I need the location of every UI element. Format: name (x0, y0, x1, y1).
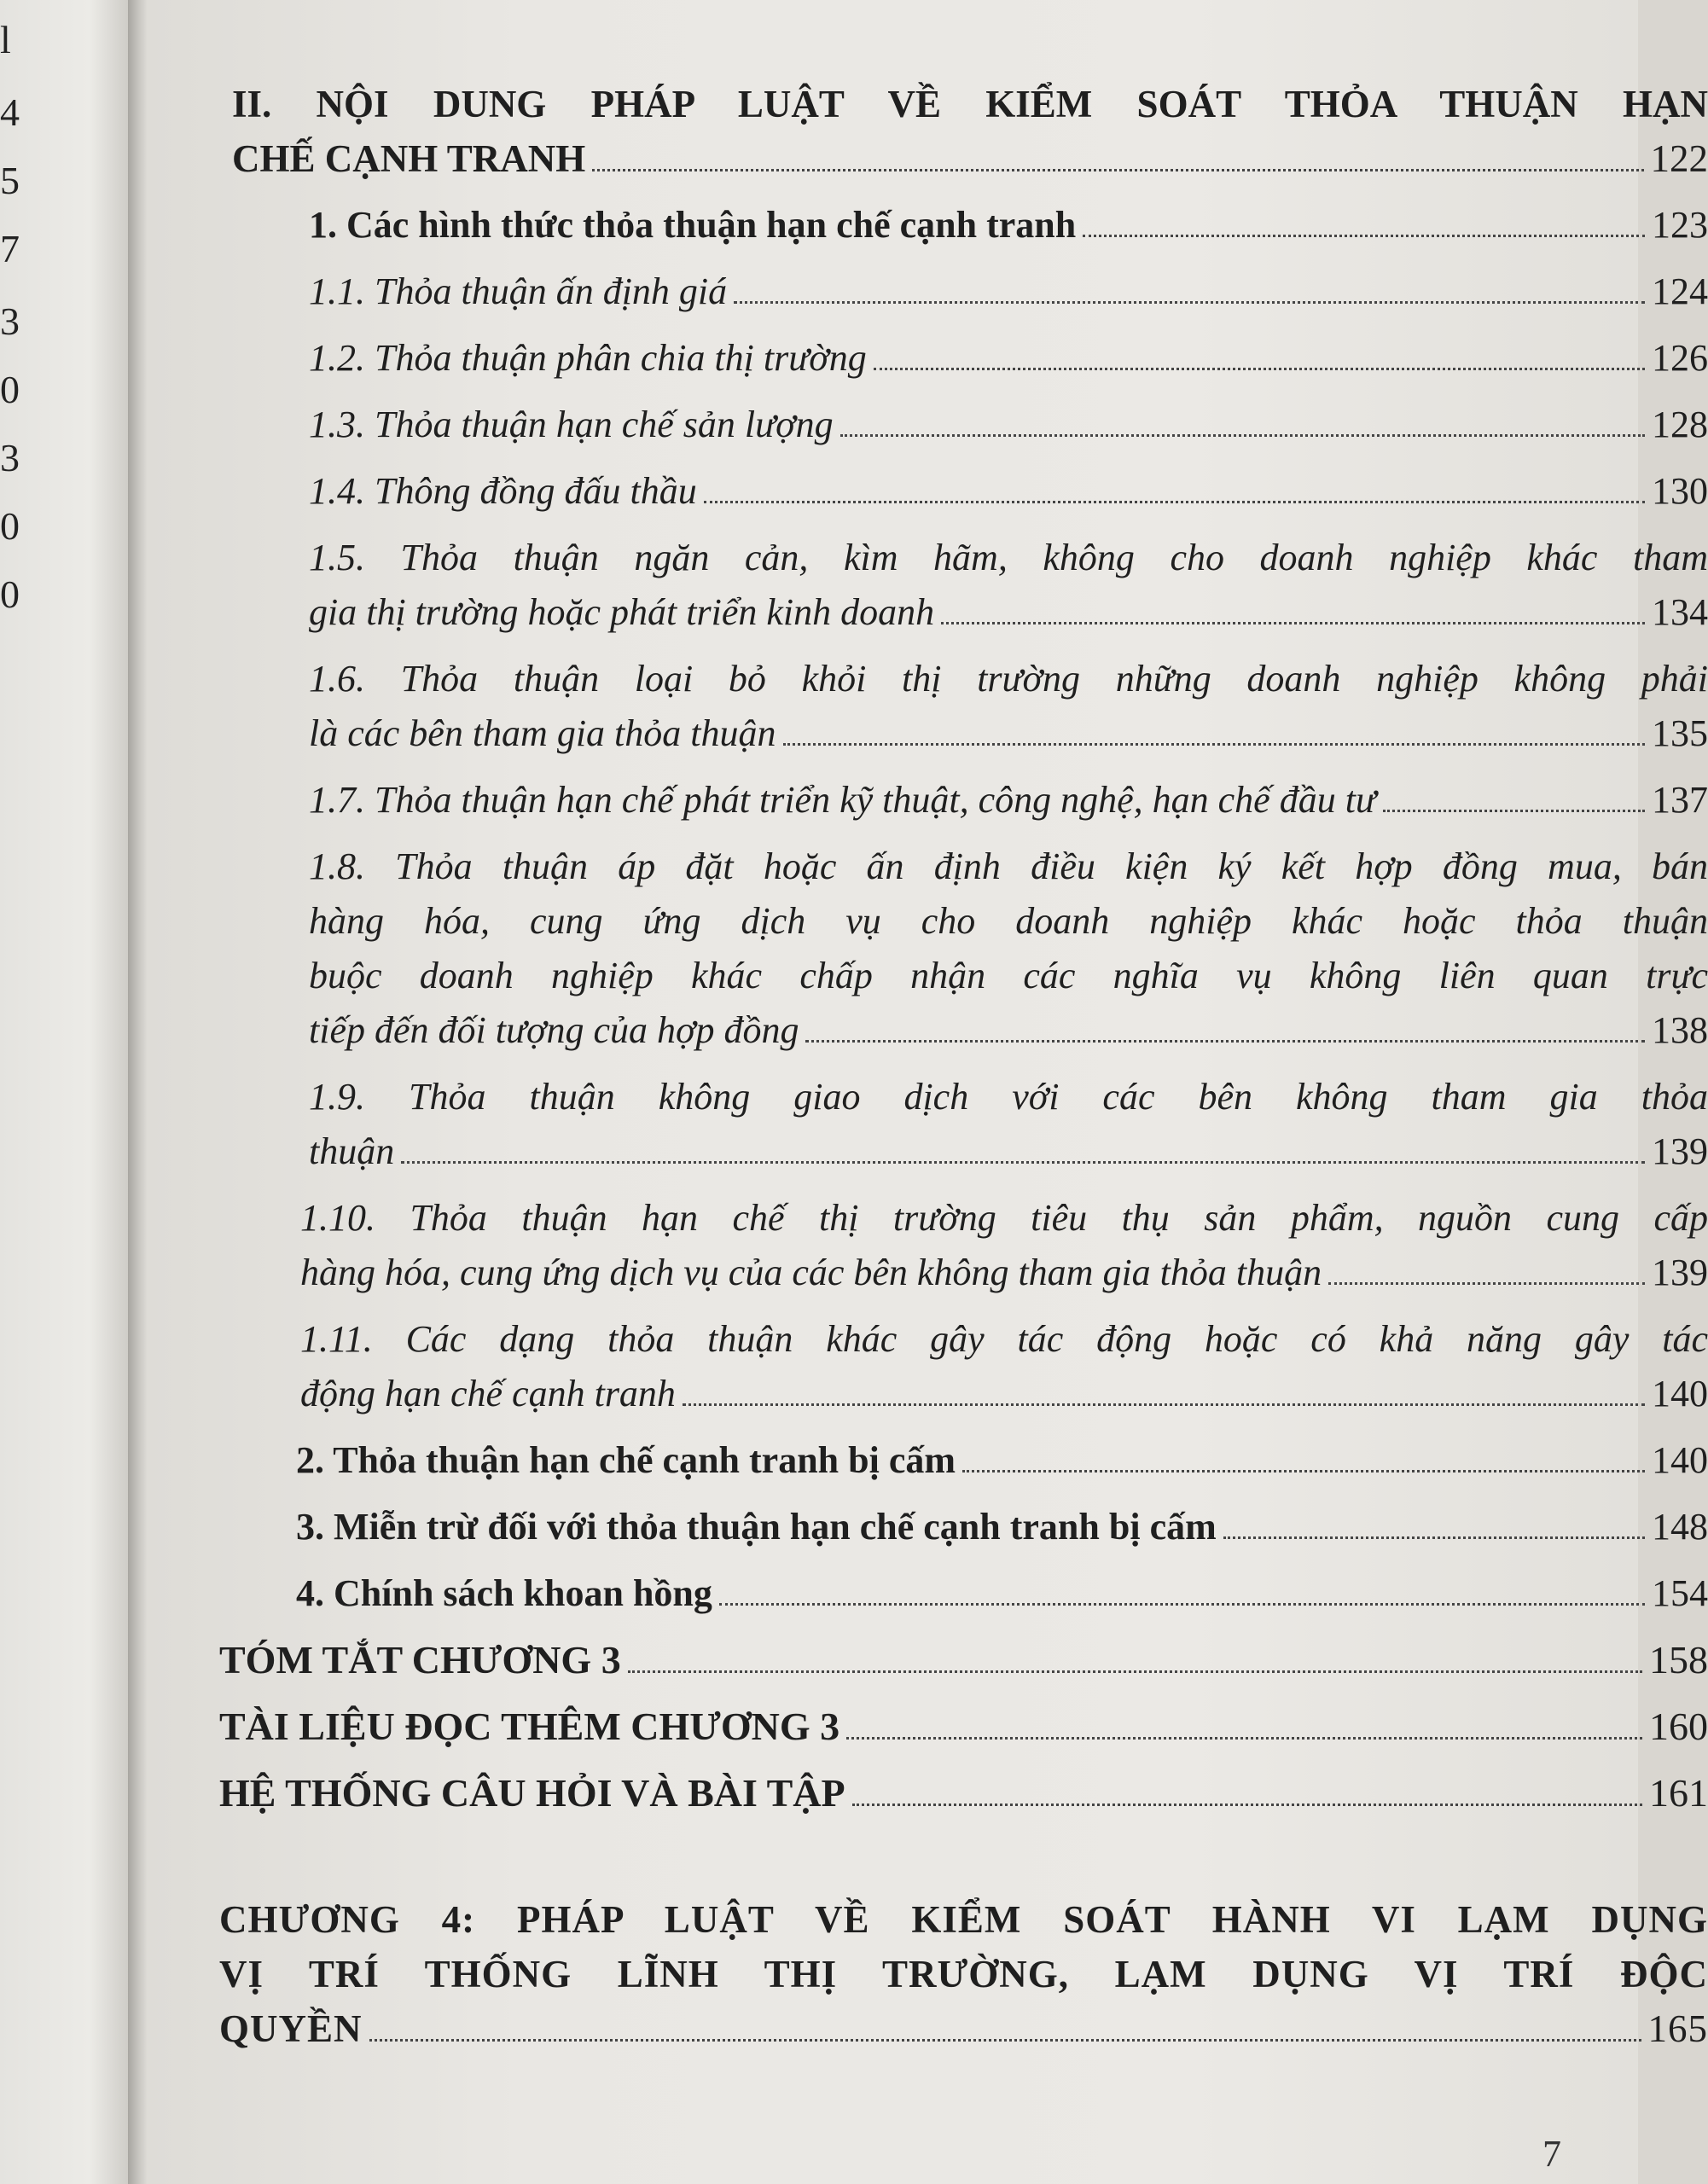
toc-entry-summary[interactable] (219, 1633, 1708, 1687)
toc-entry-title: hàng hóa, cung ứng dịch vụ cho doanh nghiệp khác hoặc thỏa thuận (309, 900, 1708, 942)
toc-entry-title: VỊ TRÍ THỐNG LĨNH THỊ TRƯỜNG, LẠM DỤNG VỊ TRÍ ĐỘC (219, 1953, 1708, 1995)
left-page-char: 4 (0, 90, 20, 134)
toc-page-number: 134 (1652, 591, 1708, 633)
toc-entry-title: 1.3. Thỏa thuận hạn chế sản lượng (309, 404, 834, 445)
toc-entry-title: gia thị trường hoặc phát triển kinh doanh (309, 591, 935, 633)
toc-entry-1-10[interactable] (300, 1191, 1708, 1300)
toc-entry-3[interactable] (296, 1500, 1708, 1554)
dot-leader (846, 1737, 1642, 1740)
toc-entry-1-4[interactable] (309, 464, 1708, 519)
left-page-char: 3 (0, 436, 20, 479)
toc-entry-1-5[interactable] (309, 531, 1708, 640)
dot-leader (401, 1161, 1645, 1164)
toc-page-number: 161 (1649, 1771, 1708, 1815)
dot-leader (962, 1470, 1645, 1472)
toc-page-number: 165 (1647, 2007, 1708, 2050)
toc-page-number: 148 (1652, 1506, 1708, 1548)
left-page-char: 0 (0, 572, 20, 616)
dot-leader (1223, 1536, 1645, 1539)
dot-leader (369, 2039, 1641, 2042)
toc-page-number: 128 (1652, 404, 1708, 445)
toc-entry-title: 1. Các hình thức thỏa thuận hạn chế cạnh tranh (309, 204, 1077, 246)
left-page-char: l (0, 18, 11, 61)
toc-page-number: 122 (1650, 137, 1708, 180)
toc-entry-1-6[interactable] (309, 652, 1708, 761)
toc-entry-title: QUYỀN (219, 2007, 363, 2050)
dot-leader (683, 1403, 1645, 1406)
toc-page-number: 124 (1652, 270, 1708, 312)
toc-entry-title: 4. Chính sách khoan hồng (296, 1572, 712, 1614)
toc-entry-title: là các bên tham gia thỏa thuận (309, 712, 776, 754)
toc-entry-title: 2. Thỏa thuận hạn chế cạnh tranh bị cấm (296, 1439, 956, 1481)
toc-page-number: 158 (1649, 1638, 1708, 1682)
toc-entry-title: 1.6. Thỏa thuận loại bỏ khỏi thị trường những doanh nghiệp không phải (309, 658, 1708, 700)
dot-leader (734, 301, 1645, 304)
dot-leader (852, 1804, 1642, 1806)
toc-page-number: 139 (1652, 1130, 1708, 1172)
dot-leader (704, 501, 1645, 503)
toc-entry-1-9[interactable] (309, 1070, 1708, 1179)
toc-entry-title: 1.10. Thỏa thuận hạn chế thị trường tiêu thụ sản phẩm, nguồn cung cấp (300, 1197, 1708, 1239)
toc-entry-title: CHẾ CẠNH TRANH (232, 137, 586, 180)
toc-page (147, 0, 1708, 2184)
toc-page-number: 139 (1652, 1252, 1708, 1293)
toc-entry-title: 1.9. Thỏa thuận không giao dịch với các bên không tham gia thỏa (309, 1076, 1708, 1118)
toc-entry-1-1[interactable] (309, 264, 1708, 319)
toc-entry-2[interactable] (296, 1433, 1708, 1488)
toc-entry-title: hàng hóa, cung ứng dịch vụ của các bên không tham gia thỏa thuận (300, 1252, 1322, 1293)
toc-entry-title: HỆ THỐNG CÂU HỎI VÀ BÀI TẬP (219, 1771, 845, 1815)
toc-entry-questions[interactable] (219, 1766, 1708, 1821)
dot-leader (1083, 235, 1645, 237)
book-gutter (128, 0, 147, 2184)
dot-leader (941, 622, 1645, 624)
left-page-char: 0 (0, 504, 20, 548)
toc-entry-title: II. NỘI DUNG PHÁP LUẬT VỀ KIỂM SOÁT THỎA THUẬN HẠN (232, 83, 1708, 125)
table-of-contents (147, 77, 1708, 2068)
toc-entry-4[interactable] (296, 1566, 1708, 1621)
page-number: 7 (1542, 2133, 1561, 2175)
left-page-char: 0 (0, 368, 20, 411)
toc-entry-title: thuận (309, 1130, 395, 1172)
toc-entry-1[interactable] (309, 198, 1708, 253)
toc-page-number: 140 (1652, 1439, 1708, 1481)
toc-entry-1-11[interactable] (300, 1312, 1708, 1421)
toc-entry-section-2[interactable] (232, 77, 1708, 186)
toc-entry-title: 1.1. Thỏa thuận ấn định giá (309, 270, 728, 312)
toc-entry-title: 1.11. Các dạng thỏa thuận khác gây tác động hoặc có khả năng gây tác (300, 1318, 1708, 1360)
left-page-char: 3 (0, 299, 20, 343)
toc-page-number: 123 (1652, 204, 1708, 246)
dot-leader (719, 1603, 1645, 1606)
toc-entry-title: 1.2. Thỏa thuận phân chia thị trường (309, 337, 867, 379)
toc-entry-title: 1.8. Thỏa thuận áp đặt hoặc ấn định điều kiện ký kết hợp đồng mua, bán (309, 845, 1708, 887)
toc-page-number: 130 (1652, 470, 1708, 512)
toc-page-number: 160 (1649, 1705, 1708, 1748)
dot-leader (874, 368, 1645, 370)
left-page-char: 5 (0, 159, 20, 202)
toc-page-number: 154 (1652, 1572, 1708, 1614)
toc-page-number: 137 (1652, 779, 1708, 821)
dot-leader (840, 434, 1645, 437)
toc-entry-title: động hạn chế cạnh tranh (300, 1373, 676, 1414)
toc-page-number: 138 (1652, 1009, 1708, 1051)
dot-leader (1328, 1282, 1645, 1285)
toc-page-number: 126 (1652, 337, 1708, 379)
toc-page-number: 140 (1652, 1373, 1708, 1414)
toc-entry-title: TÓM TẮT CHƯƠNG 3 (219, 1638, 621, 1682)
toc-entry-chapter-4[interactable] (219, 1892, 1708, 2056)
dot-leader (628, 1670, 1642, 1673)
toc-entry-title: buộc doanh nghiệp khác chấp nhận các nghĩa vụ không liên quan trực (309, 955, 1708, 996)
toc-entry-1-2[interactable] (309, 331, 1708, 386)
toc-entry-title: 1.5. Thỏa thuận ngăn cản, kìm hãm, không cho doanh nghiệp khác tham (309, 537, 1708, 578)
left-page-char: 7 (0, 227, 20, 270)
toc-entry-1-8[interactable] (309, 839, 1708, 1058)
toc-entry-title: TÀI LIỆU ĐỌC THÊM CHƯƠNG 3 (219, 1705, 840, 1748)
dot-leader (592, 169, 1643, 171)
toc-entry-1-3[interactable] (309, 398, 1708, 452)
toc-page-number: 135 (1652, 712, 1708, 754)
dot-leader (805, 1040, 1645, 1043)
toc-entry-title: 3. Miễn trừ đối với thỏa thuận hạn chế cạnh tranh bị cấm (296, 1506, 1217, 1548)
spacer (147, 1833, 1638, 1892)
toc-entry-title: 1.7. Thỏa thuận hạn chế phát triển kỹ thuật, công nghệ, hạn chế đầu tư (309, 779, 1376, 821)
toc-entry-reading[interactable] (219, 1699, 1708, 1754)
toc-entry-title: 1.4. Thông đồng đấu thầu (309, 470, 697, 512)
toc-entry-title: CHƯƠNG 4: PHÁP LUẬT VỀ KIỂM SOÁT HÀNH VI LẠM DỤNG (219, 1898, 1708, 1941)
dot-leader (1383, 810, 1645, 812)
toc-entry-1-7[interactable] (309, 773, 1708, 828)
toc-entry-title: tiếp đến đối tượng của hợp đồng (309, 1009, 799, 1051)
left-page-edge (0, 0, 128, 2184)
dot-leader (783, 743, 1646, 746)
